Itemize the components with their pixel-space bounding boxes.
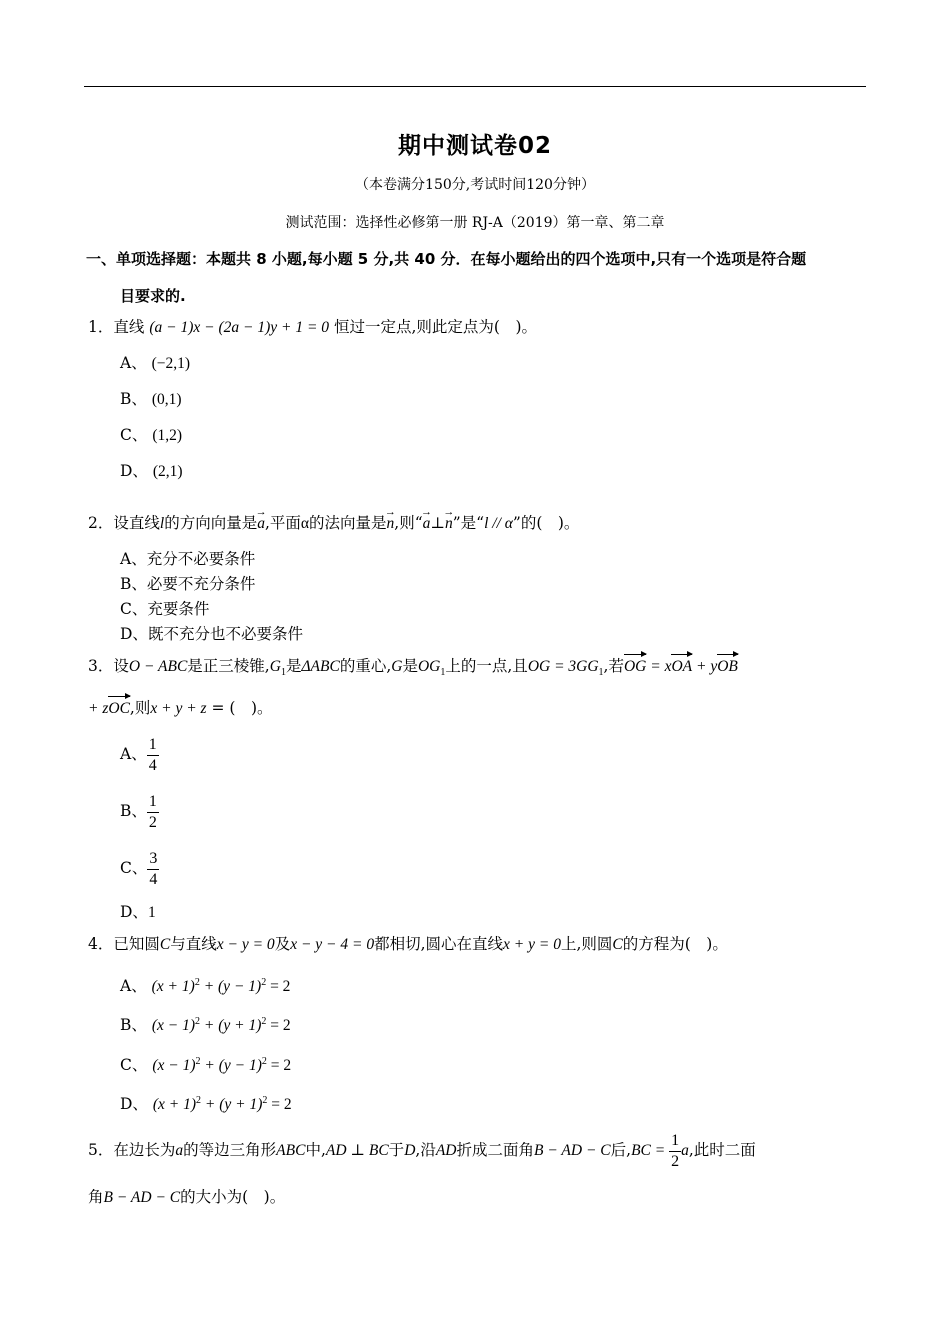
q1-option-a[interactable] bbox=[120, 352, 190, 375]
q3-option-d[interactable] bbox=[120, 901, 156, 924]
q3-text: 是正三棱锥, bbox=[187, 657, 270, 675]
q5-perp: AD ⊥ BC bbox=[325, 1142, 389, 1159]
q3-text: 的重心, bbox=[339, 657, 392, 675]
q3-plus: + y bbox=[692, 658, 718, 675]
q3-g: G bbox=[391, 658, 403, 675]
q1-option-c[interactable] bbox=[120, 424, 182, 447]
vector-ob: OB bbox=[717, 654, 738, 678]
q2-text: 的方向向量是 bbox=[164, 514, 258, 532]
option-label: D、 bbox=[120, 462, 148, 480]
option-value: 必要不充分条件 bbox=[146, 575, 256, 593]
q4-text: 上,则圆 bbox=[560, 935, 613, 953]
q4-option-b[interactable] bbox=[120, 1011, 291, 1037]
q5-text: ,沿 bbox=[415, 1141, 436, 1159]
q2-parallel-expr: l // α bbox=[484, 515, 513, 532]
option-label: C、 bbox=[120, 859, 148, 877]
q3-text: 是 bbox=[402, 657, 418, 675]
q1-prefix: 直线 bbox=[113, 318, 145, 336]
plane-alpha: α bbox=[300, 515, 310, 532]
q5-text: 后, bbox=[610, 1141, 632, 1159]
q3-text: ,则 bbox=[129, 699, 151, 717]
superscript: 2 bbox=[195, 1056, 201, 1067]
q3-text: = ( )。 bbox=[206, 699, 273, 717]
q2-text: ,平面 bbox=[264, 514, 301, 532]
question-1 bbox=[88, 316, 537, 339]
superscript: 2 bbox=[261, 1056, 267, 1067]
option-label: D、 bbox=[120, 625, 148, 643]
q5-text: 中, bbox=[305, 1141, 326, 1159]
page-title: 期中测试卷02 bbox=[397, 133, 552, 159]
fraction-numerator: 1 bbox=[147, 793, 159, 813]
superscript: 2 bbox=[195, 1016, 200, 1027]
option-label: B、 bbox=[120, 802, 147, 820]
option-label: C、 bbox=[120, 426, 148, 444]
test-range: 测试范围：选择性必修第一册 RJ-A（2019）第一章、第二章 bbox=[285, 215, 665, 231]
q4-line-3: x + y = 0 bbox=[503, 936, 561, 953]
triangle-abc: ABC bbox=[276, 1142, 306, 1159]
q4-text: 及 bbox=[274, 935, 291, 953]
q2-text: ,则“ bbox=[394, 514, 423, 532]
option-term: (x + 1) bbox=[152, 1096, 197, 1114]
vector-a: → a bbox=[257, 513, 265, 535]
question-number: 4． bbox=[88, 935, 114, 953]
superscript: 2 bbox=[194, 977, 200, 988]
question-2 bbox=[88, 512, 579, 535]
q3-text: 是 bbox=[285, 657, 302, 675]
circle-c: C bbox=[159, 936, 171, 953]
option-label: C、 bbox=[120, 1056, 148, 1075]
option-rhs: = 2 bbox=[266, 1057, 292, 1075]
subscript: 1 bbox=[440, 667, 446, 679]
q1-expression: (a − 1)x − (2a − 1)y + 1 = 0 bbox=[149, 319, 330, 336]
exam-subtitle: （本卷满分150分,考试时间120分钟） bbox=[355, 177, 595, 193]
option-label: A、 bbox=[120, 550, 147, 568]
option-term: (x + 1) bbox=[151, 978, 195, 996]
vector-oc: OC bbox=[108, 696, 130, 720]
q5-text: 于 bbox=[388, 1141, 405, 1159]
option-label: D、 bbox=[120, 1095, 148, 1114]
fraction-denominator: 4 bbox=[149, 870, 158, 888]
question-number: 1． bbox=[88, 318, 114, 336]
q4-text: 已知圆 bbox=[113, 935, 160, 953]
option-label: B、 bbox=[120, 575, 147, 593]
dihedral-angle: B − AD − C bbox=[534, 1142, 611, 1159]
option-fraction bbox=[147, 736, 159, 775]
q3-option-b[interactable] bbox=[120, 789, 159, 833]
q3-plus-z: + z bbox=[88, 700, 109, 717]
q5-text: ,此时二面 bbox=[688, 1141, 756, 1159]
q4-line-1: x − y = 0 bbox=[216, 936, 275, 953]
vector-n: → n bbox=[387, 513, 395, 535]
q3-text: 上的一点,且 bbox=[445, 657, 528, 675]
segment-ad: AD bbox=[435, 1142, 457, 1159]
option-value: 既不充分也不必要条件 bbox=[147, 625, 303, 643]
superscript: 2 bbox=[196, 1095, 202, 1106]
option-rhs: = 2 bbox=[266, 978, 291, 996]
circle-c: C bbox=[612, 936, 623, 953]
option-value: 充要条件 bbox=[147, 600, 210, 618]
q3-triangle: ΔABC bbox=[301, 658, 340, 675]
option-value: (0,1) bbox=[151, 391, 182, 408]
vector-a: → a bbox=[423, 513, 431, 535]
option-value: 充分不必要条件 bbox=[146, 550, 256, 568]
q2-option-b[interactable] bbox=[120, 573, 255, 595]
option-term: + (y + 1) bbox=[201, 1096, 263, 1114]
header-rule bbox=[84, 86, 866, 87]
q2-text: ”的( )。 bbox=[512, 514, 580, 532]
q2-line-symbol: l bbox=[159, 515, 165, 532]
q5-text: 角 bbox=[88, 1188, 104, 1206]
superscript: 2 bbox=[262, 1095, 268, 1106]
fraction-denominator: 2 bbox=[671, 1152, 680, 1170]
option-term: + (y − 1) bbox=[199, 978, 262, 996]
q2-text: 设直线 bbox=[113, 514, 160, 532]
fraction-numerator: 1 bbox=[669, 1132, 681, 1152]
vector-og: OG bbox=[624, 654, 646, 678]
q3-sum: x + y + z bbox=[150, 700, 207, 717]
option-label: B、 bbox=[120, 390, 147, 408]
superscript: 2 bbox=[261, 1016, 267, 1027]
option-term: (x − 1) bbox=[152, 1057, 196, 1075]
q4-option-a[interactable] bbox=[120, 972, 290, 998]
perp-symbol: ⊥ bbox=[430, 515, 445, 532]
fraction-numerator: 3 bbox=[147, 850, 159, 870]
q5-text: 的大小为( )。 bbox=[180, 1188, 286, 1206]
point-d: D bbox=[404, 1142, 416, 1159]
option-label: A、 bbox=[120, 354, 147, 372]
q3-pyramid: O − ABC bbox=[128, 658, 188, 675]
option-label: D、 bbox=[120, 903, 148, 921]
section-heading-cont: 目要求的. bbox=[120, 287, 186, 305]
superscript: 2 bbox=[261, 977, 267, 988]
option-label: A、 bbox=[120, 977, 147, 996]
question-number: 5． bbox=[88, 1141, 114, 1159]
side-a: a bbox=[681, 1142, 689, 1159]
question-number: 2． bbox=[88, 514, 114, 532]
q2-option-d[interactable] bbox=[120, 623, 303, 645]
dihedral-angle: B − AD − C bbox=[103, 1189, 181, 1206]
q4-text: 都相切,圆心在直线 bbox=[374, 935, 504, 953]
option-value: (1,2) bbox=[152, 427, 183, 444]
q3-text: 设 bbox=[113, 657, 129, 675]
option-value: (2,1) bbox=[152, 463, 183, 480]
option-label: A、 bbox=[120, 745, 147, 763]
option-fraction bbox=[147, 793, 159, 832]
question-3 bbox=[88, 654, 738, 684]
q3-option-c[interactable] bbox=[120, 846, 159, 890]
q3-eq: = x bbox=[646, 658, 672, 675]
question-5-cont bbox=[88, 1186, 285, 1209]
side-a: a bbox=[175, 1142, 184, 1159]
q1-option-b[interactable] bbox=[120, 388, 182, 411]
q5-text: 折成二面角 bbox=[456, 1141, 535, 1159]
subscript: 1 bbox=[280, 667, 286, 679]
option-value: (−2,1) bbox=[151, 355, 191, 372]
q1-suffix: 恒过一定点,则此定点为( )。 bbox=[333, 318, 537, 336]
option-rhs: = 2 bbox=[267, 1096, 292, 1114]
subscript: 1 bbox=[598, 667, 604, 679]
q3-og1: OG bbox=[417, 658, 441, 675]
section-heading: 一、单项选择题：本题共 8 小题,每小题 5 分,共 40 分．在每小题给出的四个选项中,只有一个选项是符合题 bbox=[86, 250, 807, 268]
fraction-denominator: 4 bbox=[148, 756, 157, 774]
option-label: C、 bbox=[120, 600, 148, 618]
q4-option-d[interactable] bbox=[120, 1090, 292, 1116]
q4-line-2: x − y − 4 = 0 bbox=[290, 936, 375, 953]
option-term: + (y − 1) bbox=[200, 1057, 262, 1075]
question-3-cont bbox=[88, 696, 273, 720]
q2-text: 的法向量是 bbox=[309, 514, 387, 532]
q5-text: 在边长为 bbox=[113, 1141, 176, 1159]
vector-n: → n bbox=[445, 513, 453, 535]
option-label: B、 bbox=[120, 1016, 147, 1035]
q3-text: ,若 bbox=[603, 657, 624, 675]
q4-text: 与直线 bbox=[170, 935, 217, 953]
option-rhs: = 2 bbox=[266, 1017, 291, 1035]
fraction-denominator: 2 bbox=[148, 813, 157, 831]
option-fraction bbox=[147, 850, 159, 889]
option-term: (x − 1) bbox=[151, 1017, 195, 1035]
q5-bc: BC = bbox=[631, 1142, 670, 1159]
q2-option-c[interactable] bbox=[120, 598, 209, 620]
question-number: 3． bbox=[88, 657, 114, 675]
q4-option-c[interactable] bbox=[120, 1051, 291, 1077]
option-term: + (y + 1) bbox=[200, 1017, 262, 1035]
q3-g1: G bbox=[269, 658, 281, 675]
question-4 bbox=[88, 933, 728, 956]
q2-text: ”是“ bbox=[452, 514, 485, 532]
option-value: 1 bbox=[147, 904, 156, 921]
fraction-numerator: 1 bbox=[147, 736, 159, 756]
q1-option-d[interactable] bbox=[120, 460, 183, 483]
q3-ratio: OG = 3GG bbox=[527, 658, 599, 675]
q3-option-a[interactable] bbox=[120, 732, 159, 776]
question-5 bbox=[88, 1128, 756, 1172]
q5-text: 的等边三角形 bbox=[183, 1141, 277, 1159]
q5-fraction bbox=[669, 1132, 681, 1171]
q2-option-a[interactable] bbox=[120, 548, 255, 570]
vector-oa: OA bbox=[671, 654, 692, 678]
q4-text: 的方程为( )。 bbox=[622, 935, 728, 953]
